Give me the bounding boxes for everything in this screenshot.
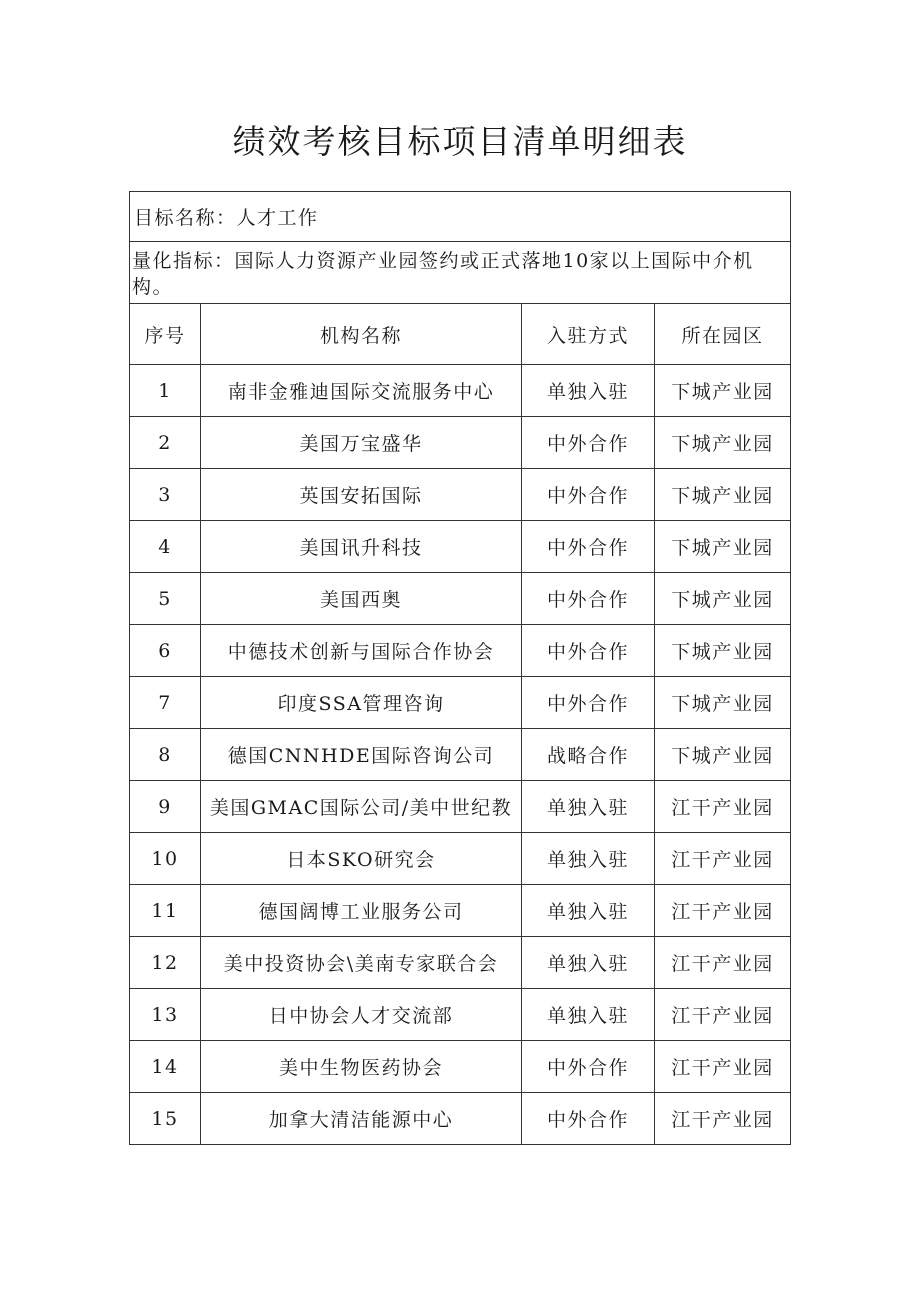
table-row <box>130 417 791 469</box>
row-entry-mode: 中外合作 <box>522 469 655 521</box>
row-org-name: 美国西奥 <box>201 573 522 625</box>
table-row <box>130 365 791 417</box>
column-header-seq: 序号 <box>130 304 201 365</box>
row-park: 江干产业园 <box>655 885 791 937</box>
row-seq: 12 <box>130 937 201 989</box>
row-org-name: 日本SKO研究会 <box>201 833 522 885</box>
row-entry-mode: 单独入驻 <box>522 781 655 833</box>
table-row <box>130 521 791 573</box>
row-park: 下城产业园 <box>655 521 791 573</box>
row-org-name: 日中协会人才交流部 <box>201 989 522 1041</box>
row-seq: 13 <box>130 989 201 1041</box>
row-entry-mode: 单独入驻 <box>522 989 655 1041</box>
row-entry-mode: 单独入驻 <box>522 365 655 417</box>
table-header-row <box>130 304 791 365</box>
row-seq: 11 <box>130 885 201 937</box>
row-entry-mode: 中外合作 <box>522 521 655 573</box>
row-seq: 10 <box>130 833 201 885</box>
table-row <box>130 781 791 833</box>
row-seq: 15 <box>130 1093 201 1145</box>
table-row <box>130 625 791 677</box>
row-entry-mode: 单独入驻 <box>522 833 655 885</box>
row-org-name: 美国万宝盛华 <box>201 417 522 469</box>
row-org-name: 印度SSA管理咨询 <box>201 677 522 729</box>
table-row <box>130 573 791 625</box>
row-org-name: 英国安拓国际 <box>201 469 522 521</box>
row-entry-mode: 中外合作 <box>522 625 655 677</box>
row-org-name: 美中投资协会\美南专家联合会 <box>201 937 522 989</box>
row-park: 下城产业园 <box>655 469 791 521</box>
row-entry-mode: 中外合作 <box>522 1093 655 1145</box>
table-row <box>130 729 791 781</box>
table-row <box>130 1093 791 1145</box>
row-seq: 3 <box>130 469 201 521</box>
row-seq: 7 <box>130 677 201 729</box>
row-park: 江干产业园 <box>655 1041 791 1093</box>
quantitative-indicator: 量化指标：国际人力资源产业园签约或正式落地10家以上国际中介机构。 <box>130 242 791 304</box>
row-park: 江干产业园 <box>655 937 791 989</box>
row-seq: 5 <box>130 573 201 625</box>
row-park: 下城产业园 <box>655 417 791 469</box>
table-row <box>130 677 791 729</box>
row-park: 江干产业园 <box>655 781 791 833</box>
row-entry-mode: 中外合作 <box>522 573 655 625</box>
detail-table <box>129 191 791 1145</box>
row-org-name: 美国GMAC国际公司/美中世纪教 <box>201 781 522 833</box>
row-seq: 1 <box>130 365 201 417</box>
page-title: 绩效考核目标项目清单明细表 <box>232 122 688 161</box>
row-seq: 6 <box>130 625 201 677</box>
row-seq: 8 <box>130 729 201 781</box>
table-row <box>130 989 791 1041</box>
row-entry-mode: 战略合作 <box>522 729 655 781</box>
row-seq: 2 <box>130 417 201 469</box>
target-name: 目标名称：人才工作 <box>130 192 791 242</box>
row-park: 江干产业园 <box>655 833 791 885</box>
column-header-mode: 入驻方式 <box>522 304 655 365</box>
row-park: 下城产业园 <box>655 625 791 677</box>
row-entry-mode: 中外合作 <box>522 417 655 469</box>
column-header-name: 机构名称 <box>201 304 522 365</box>
table-row <box>130 937 791 989</box>
row-org-name: 德国CNNHDE国际咨询公司 <box>201 729 522 781</box>
row-org-name: 美中生物医药协会 <box>201 1041 522 1093</box>
table-row <box>130 833 791 885</box>
row-park: 下城产业园 <box>655 365 791 417</box>
row-park: 江干产业园 <box>655 989 791 1041</box>
row-org-name: 南非金雅迪国际交流服务中心 <box>201 365 522 417</box>
row-org-name: 加拿大清洁能源中心 <box>201 1093 522 1145</box>
row-entry-mode: 中外合作 <box>522 677 655 729</box>
indicator-row <box>130 242 791 304</box>
row-entry-mode: 单独入驻 <box>522 885 655 937</box>
row-entry-mode: 中外合作 <box>522 1041 655 1093</box>
target-name-row <box>130 192 791 242</box>
row-park: 下城产业园 <box>655 677 791 729</box>
table-row <box>130 1041 791 1093</box>
row-seq: 9 <box>130 781 201 833</box>
row-park: 下城产业园 <box>655 729 791 781</box>
row-seq: 14 <box>130 1041 201 1093</box>
table-row <box>130 469 791 521</box>
row-org-name: 德国阔博工业服务公司 <box>201 885 522 937</box>
row-org-name: 中德技术创新与国际合作协会 <box>201 625 522 677</box>
row-park: 下城产业园 <box>655 573 791 625</box>
row-org-name: 美国讯升科技 <box>201 521 522 573</box>
table-row <box>130 885 791 937</box>
column-header-park: 所在园区 <box>655 304 791 365</box>
row-seq: 4 <box>130 521 201 573</box>
row-park: 江干产业园 <box>655 1093 791 1145</box>
row-entry-mode: 单独入驻 <box>522 937 655 989</box>
